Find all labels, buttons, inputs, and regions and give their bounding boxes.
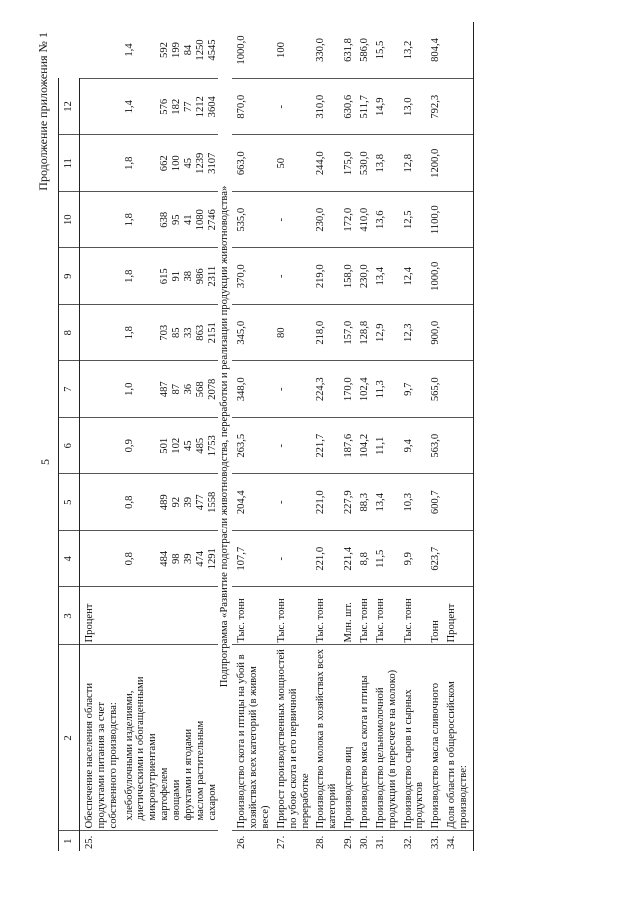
page-number: 5: [38, 459, 52, 465]
row-number: 32.: [402, 835, 414, 849]
row-number: 33.: [430, 835, 442, 849]
value-cell: 13,0: [399, 79, 427, 136]
value-cell: [80, 192, 120, 249]
value-cell: 12,8: [399, 135, 427, 192]
value-cell: 10,3: [399, 474, 427, 531]
value-cell: 703: [159, 305, 171, 362]
value-cell: 565,0: [426, 361, 442, 418]
value-cell: 310,0: [311, 79, 339, 136]
row-number: 27.: [275, 835, 287, 849]
value-cell: [442, 305, 473, 362]
value-cell: 2311: [207, 248, 219, 305]
value-cell: 175,0: [339, 135, 355, 192]
value-cell: 12,5: [399, 192, 427, 249]
row-name: картофелем: [159, 645, 171, 831]
value-cell: 3604: [207, 79, 219, 136]
row-name: Обеспечение населения области продуктами питания за счет собственного производства:: [80, 645, 120, 831]
table-body: [80, 22, 474, 851]
table-row-28: [311, 22, 339, 851]
value-cell: [442, 135, 473, 192]
column-header-12: 12: [59, 79, 80, 136]
value-cell: 12,4: [399, 248, 427, 305]
column-header-1: 1: [59, 831, 80, 851]
value-cell: 172,0: [339, 192, 355, 249]
row-unit: [171, 587, 183, 645]
value-cell: 600,7: [426, 474, 442, 531]
value-cell: 45: [183, 418, 195, 475]
value-cell: 592: [159, 22, 171, 79]
value-cell: [442, 79, 473, 136]
row-unit: Тыс. тонн: [355, 587, 371, 645]
column-header-6: 6: [59, 418, 80, 475]
row-name: фруктами и ягодами: [183, 645, 195, 831]
value-cell: 170,0: [339, 361, 355, 418]
continuation-label: Продолжение приложения № 1: [36, 32, 50, 191]
row-unit: [207, 587, 219, 645]
row-name: Производство молока в хозяйствах всех категорий: [311, 645, 339, 831]
value-cell: 1100,0: [426, 192, 442, 249]
value-cell: 224,3: [311, 361, 339, 418]
value-cell: 84: [183, 22, 195, 79]
value-cell: 219,0: [311, 248, 339, 305]
value-cell: 102: [171, 418, 183, 475]
value-cell: 586,0: [355, 22, 371, 79]
value-cell: 1,4: [120, 22, 160, 79]
column-header-row: [59, 22, 80, 851]
value-cell: 986: [195, 248, 207, 305]
value-cell: 100: [171, 135, 183, 192]
value-cell: [80, 474, 120, 531]
value-cell: 501: [159, 418, 171, 475]
value-cell: 199: [171, 22, 183, 79]
row-unit: Тыс. тонн: [272, 587, 312, 645]
value-cell: 1,0: [120, 361, 160, 418]
value-cell: 12,9: [371, 305, 399, 362]
table-row-25-item: [183, 22, 195, 851]
value-cell: 630,6: [339, 79, 355, 136]
value-cell: 91: [171, 248, 183, 305]
row-unit: [159, 587, 171, 645]
row-name: маслом растительным: [195, 645, 207, 831]
value-cell: 13,4: [371, 248, 399, 305]
value-cell: 1000,0: [232, 22, 272, 79]
table-row-25-item: [207, 22, 219, 851]
value-cell: 12,3: [399, 305, 427, 362]
value-cell: 1558: [207, 474, 219, 531]
row-number: [171, 831, 183, 851]
value-cell: [442, 474, 473, 531]
value-cell: 230,0: [311, 192, 339, 249]
table-row-29: [339, 22, 355, 851]
value-cell: 615: [159, 248, 171, 305]
row-number: 26.: [236, 835, 248, 849]
value-cell: 13,8: [371, 135, 399, 192]
value-cell: 535,0: [232, 192, 272, 249]
value-cell: 484: [159, 531, 171, 588]
value-cell: 8,8: [355, 531, 371, 588]
column-header-7: 7: [59, 361, 80, 418]
value-cell: 230,0: [355, 248, 371, 305]
row-number: [120, 831, 160, 851]
value-cell: 1250: [195, 22, 207, 79]
value-cell: [80, 305, 120, 362]
column-header-2: 2: [59, 645, 80, 831]
value-cell: 158,0: [339, 248, 355, 305]
subprogram-heading-row: [218, 22, 232, 851]
value-cell: 221,4: [339, 531, 355, 588]
value-cell: 39: [183, 531, 195, 588]
value-cell: 3107: [207, 135, 219, 192]
row-name: Производство цельномолочной продукции (в пересчете на молоко): [371, 645, 399, 831]
value-cell: 77: [183, 79, 195, 136]
value-cell: 863: [195, 305, 207, 362]
value-cell: 11,3: [371, 361, 399, 418]
table-row-25-item: [159, 22, 171, 851]
value-cell: 187,6: [339, 418, 355, 475]
value-cell: 182: [171, 79, 183, 136]
value-cell: 1200,0: [426, 135, 442, 192]
row-number: 28.: [315, 835, 327, 849]
value-cell: 0,8: [120, 531, 160, 588]
value-cell: [80, 22, 120, 79]
value-cell: 263,5: [232, 418, 272, 475]
row-unit: Тыс. тонн: [371, 587, 399, 645]
value-cell: 1753: [207, 418, 219, 475]
table-row-25: [80, 22, 120, 851]
value-cell: 13,2: [399, 22, 427, 79]
row-unit: Процент: [442, 587, 473, 645]
value-cell: 100: [272, 22, 312, 79]
value-cell: 631,8: [339, 22, 355, 79]
value-cell: 511,7: [355, 79, 371, 136]
column-header-8: 8: [59, 305, 80, 362]
value-cell: 45: [183, 135, 195, 192]
value-cell: 0,8: [120, 474, 160, 531]
value-cell: 218,0: [311, 305, 339, 362]
value-cell: [442, 192, 473, 249]
value-cell: -: [272, 192, 312, 249]
value-cell: -: [272, 361, 312, 418]
value-cell: [442, 531, 473, 588]
row-name: овощами: [171, 645, 183, 831]
table-row-31: [371, 22, 399, 851]
value-cell: 1,4: [120, 79, 160, 136]
value-cell: 870,0: [232, 79, 272, 136]
value-cell: 9,7: [399, 361, 427, 418]
table-row-25-item: [120, 22, 160, 851]
row-unit: Процент: [80, 587, 120, 645]
value-cell: -: [272, 248, 312, 305]
value-cell: 38: [183, 248, 195, 305]
row-unit: Тыс. тонн: [399, 587, 427, 645]
value-cell: 244,0: [311, 135, 339, 192]
value-cell: [442, 248, 473, 305]
value-cell: 568: [195, 361, 207, 418]
row-name: Производство яиц: [339, 645, 355, 831]
row-number: [183, 831, 195, 851]
value-cell: 348,0: [232, 361, 272, 418]
row-unit: Тыс. тонн: [311, 587, 339, 645]
value-cell: 39: [183, 474, 195, 531]
value-cell: 638: [159, 192, 171, 249]
table-row-25-item: [195, 22, 207, 851]
value-cell: [80, 418, 120, 475]
value-cell: 1,8: [120, 248, 160, 305]
value-cell: 157,0: [339, 305, 355, 362]
value-cell: 4545: [207, 22, 219, 79]
value-cell: 33: [183, 305, 195, 362]
column-header-4: 4: [59, 531, 80, 588]
table-row-34: [442, 22, 473, 851]
column-header-10: 10: [59, 192, 80, 249]
value-cell: [80, 248, 120, 305]
value-cell: 410,0: [355, 192, 371, 249]
value-cell: 11,5: [371, 531, 399, 588]
value-cell: 221,7: [311, 418, 339, 475]
value-cell: 474: [195, 531, 207, 588]
value-cell: 0,9: [120, 418, 160, 475]
value-cell: 1,8: [120, 135, 160, 192]
row-name: Доля области в общероссийском производстве:: [442, 645, 473, 831]
row-unit: [195, 587, 207, 645]
value-cell: 1291: [207, 531, 219, 588]
value-cell: 11,1: [371, 418, 399, 475]
table-row-25-item: [171, 22, 183, 851]
value-cell: 2078: [207, 361, 219, 418]
value-cell: 128,8: [355, 305, 371, 362]
value-cell: [442, 22, 473, 79]
value-cell: [80, 135, 120, 192]
row-number: [195, 831, 207, 851]
value-cell: 1,8: [120, 305, 160, 362]
subprogram-heading: Подпрограмма «Развитие подотрасли животноводства, переработки и реализации продукции животноводства»: [219, 185, 231, 688]
row-unit: Тонн: [426, 587, 442, 645]
value-cell: 477: [195, 474, 207, 531]
value-cell: 489: [159, 474, 171, 531]
value-cell: 36: [183, 361, 195, 418]
table-row-27: [272, 22, 312, 851]
value-cell: 792,3: [426, 79, 442, 136]
value-cell: 485: [195, 418, 207, 475]
value-cell: 221,0: [311, 531, 339, 588]
value-cell: 1239: [195, 135, 207, 192]
value-cell: 2746: [207, 192, 219, 249]
row-name: Производство масла сливочного: [426, 645, 442, 831]
value-cell: 663,0: [232, 135, 272, 192]
value-cell: 1080: [195, 192, 207, 249]
value-cell: 487: [159, 361, 171, 418]
column-header-11: 11: [59, 135, 80, 192]
value-cell: 204,4: [232, 474, 272, 531]
value-cell: 95: [171, 192, 183, 249]
value-cell: 330,0: [311, 22, 339, 79]
value-cell: 41: [183, 192, 195, 249]
value-cell: 104,2: [355, 418, 371, 475]
value-cell: 662: [159, 135, 171, 192]
value-cell: 92: [171, 474, 183, 531]
value-cell: 13,4: [371, 474, 399, 531]
value-cell: 13,6: [371, 192, 399, 249]
value-cell: 80: [272, 305, 312, 362]
row-number: 25.: [84, 835, 95, 849]
value-cell: 15,5: [371, 22, 399, 79]
table-row-32: [399, 22, 427, 851]
value-cell: [442, 361, 473, 418]
row-number: 31.: [374, 835, 386, 849]
value-cell: 623,7: [426, 531, 442, 588]
value-cell: 530,0: [355, 135, 371, 192]
value-cell: 370,0: [232, 248, 272, 305]
column-header-9: 9: [59, 248, 80, 305]
row-name: Производство мяса скота и птицы: [355, 645, 371, 831]
value-cell: [442, 418, 473, 475]
value-cell: 900,0: [426, 305, 442, 362]
row-number: 34.: [442, 831, 473, 851]
column-header-5: 5: [59, 474, 80, 531]
row-number: [207, 831, 219, 851]
value-cell: 1212: [195, 79, 207, 136]
row-number: [159, 831, 171, 851]
value-cell: [80, 531, 120, 588]
column-header-3: 3: [59, 587, 80, 645]
row-unit: Млн. шт.: [339, 587, 355, 645]
table-row-26: [232, 22, 272, 851]
value-cell: -: [272, 79, 312, 136]
row-name: сахаром: [207, 645, 219, 831]
row-name: хлебобулочными изделиями, диетическими и обогащенными микронутриентами: [120, 645, 160, 831]
value-cell: -: [272, 418, 312, 475]
value-cell: 227,9: [339, 474, 355, 531]
value-cell: 1000,0: [426, 248, 442, 305]
value-cell: [80, 361, 120, 418]
value-cell: 221,0: [311, 474, 339, 531]
row-number: 30.: [359, 835, 371, 849]
table-row-33: [426, 22, 442, 851]
row-name: Производство сыров и сырных продуктов: [399, 645, 427, 831]
value-cell: 9,4: [399, 418, 427, 475]
row-unit: Тыс. тонн: [232, 587, 272, 645]
value-cell: 102,4: [355, 361, 371, 418]
value-cell: 107,7: [232, 531, 272, 588]
value-cell: 2151: [207, 305, 219, 362]
value-cell: 87: [171, 361, 183, 418]
row-unit: [183, 587, 195, 645]
value-cell: 345,0: [232, 305, 272, 362]
row-number: 29.: [343, 835, 355, 849]
value-cell: 563,0: [426, 418, 442, 475]
indicators-table: [58, 22, 474, 851]
value-cell: 98: [171, 531, 183, 588]
value-cell: -: [272, 474, 312, 531]
value-cell: 1,8: [120, 192, 160, 249]
value-cell: 50: [272, 135, 312, 192]
value-cell: 9,9: [399, 531, 427, 588]
value-cell: -: [272, 531, 312, 588]
table-row-30: [355, 22, 371, 851]
value-cell: 88,3: [355, 474, 371, 531]
value-cell: 85: [171, 305, 183, 362]
row-name: Прирост производственных мощностей по убою скота и его первичной переработке: [272, 645, 312, 831]
value-cell: 576: [159, 79, 171, 136]
value-cell: 14,9: [371, 79, 399, 136]
value-cell: 804,4: [426, 22, 442, 79]
row-unit: [120, 587, 160, 645]
row-name: Производство скота и птицы на убой в хозяйствах всех категорий (в живом весе): [232, 645, 272, 831]
value-cell: [80, 79, 120, 136]
